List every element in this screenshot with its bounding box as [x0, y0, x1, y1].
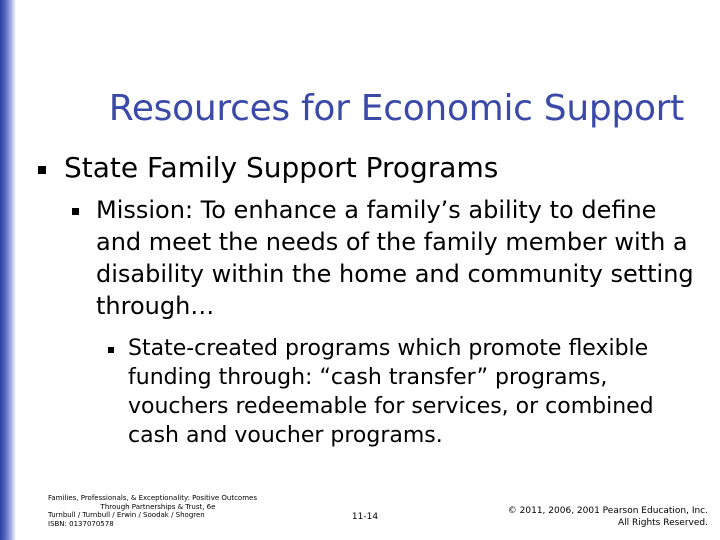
footer-book-line1: Families, Professionals, & Exceptionality: Positive Outcomes: [48, 494, 257, 502]
bullet-level1-text: State Family Support Programs: [64, 151, 499, 184]
footer-book-info: [48, 494, 268, 528]
footer-authors: Turnbull / Turnbull / Erwin / Soodak / Shogren: [48, 511, 205, 519]
slide-title: Resources for Economic Support: [108, 88, 684, 129]
footer-book-line2: Through Partnerships & Trust, 6e: [100, 502, 216, 511]
bullet-level3-icon: [108, 347, 114, 353]
bullet-level2-icon: [72, 208, 79, 215]
bullet-level3-text: State-created programs which promote flexible funding through: “cash transfer” programs, vouchers redeemable for services, or combined cash and voucher programs.: [128, 336, 654, 448]
bullet-level1-icon: [38, 166, 46, 174]
page-number: 11-14: [351, 512, 379, 522]
sidebar-gradient-bar: [0, 0, 16, 540]
footer-copyright: [468, 505, 708, 529]
copyright-line2: All Rights Reserved.: [617, 518, 708, 528]
copyright-line1: © 2011, 2006, 2001 Pearson Education, Inc.: [507, 506, 708, 516]
bullet-level2-text: Mission: To enhance a family’s ability to define and meet the needs of the family member with a disability within the home and community setting through…: [96, 196, 694, 320]
footer-isbn: ISBN: 0137070578: [48, 519, 114, 528]
